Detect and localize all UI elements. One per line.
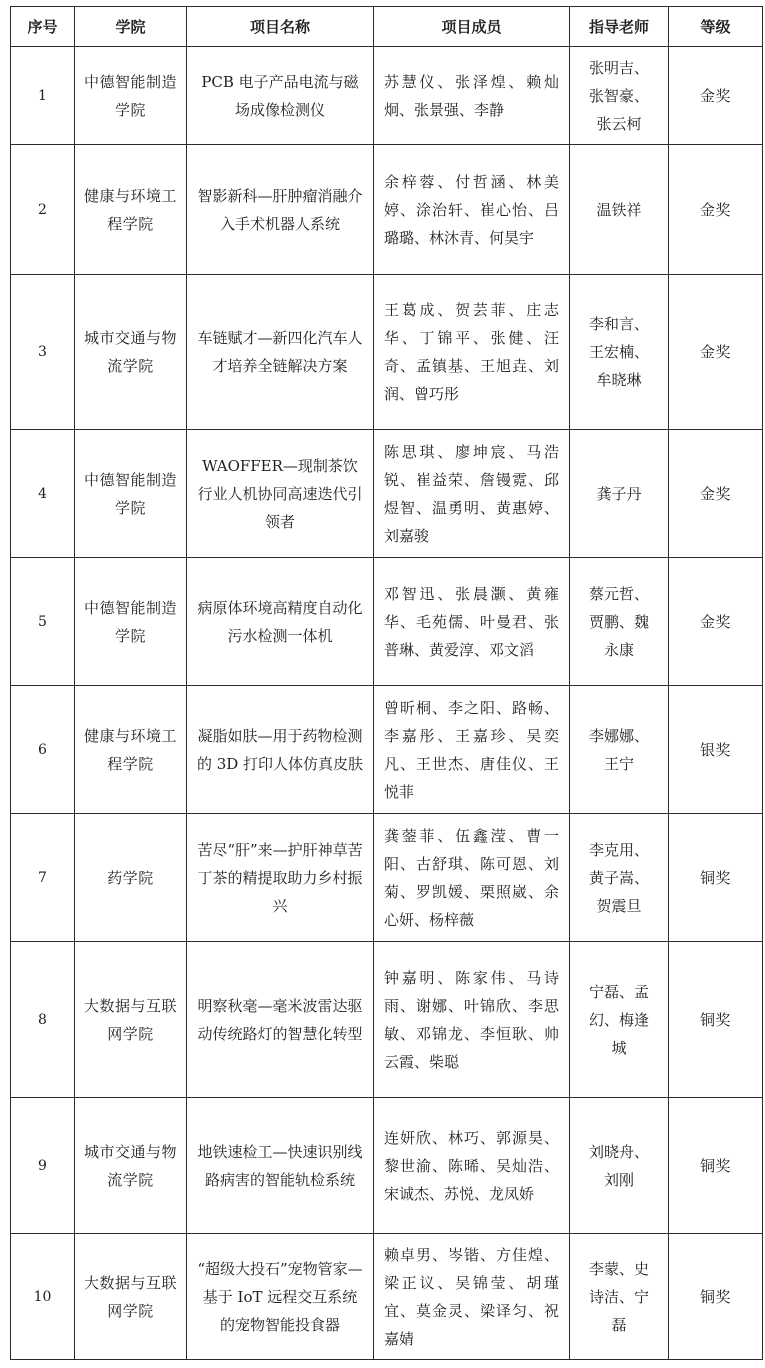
cell-advisor: 李娜娜、王宁 <box>570 686 669 814</box>
table-row <box>11 686 763 814</box>
cell-college: 城市交通与物流学院 <box>75 1098 187 1234</box>
table-row <box>11 145 763 275</box>
cell-level: 铜奖 <box>669 1234 763 1360</box>
cell-project: 病原体环境高精度自动化污水检测一体机 <box>187 558 374 686</box>
cell-index: 3 <box>11 275 75 430</box>
table-row <box>11 1234 763 1360</box>
cell-project: 地铁速检工—快速识别线路病害的智能轨检系统 <box>187 1098 374 1234</box>
cell-level: 金奖 <box>669 558 763 686</box>
cell-level: 银奖 <box>669 686 763 814</box>
cell-members: 陈思琪、廖坤宸、马浩锐、崔益荣、詹镘霓、邱煜智、温勇明、黄惠婷、刘嘉骏 <box>374 430 570 558</box>
cell-college: 中德智能制造学院 <box>75 47 187 145</box>
award-table <box>10 6 763 1360</box>
cell-members: 邓智迅、张晨灏、黄雍华、毛苑儒、叶曼君、张普琳、黄爱淳、邓文滔 <box>374 558 570 686</box>
cell-project: “超级大投石”宠物管家—基于 IoT 远程交互系统的宠物智能投食器 <box>187 1234 374 1360</box>
cell-project: WAOFFER—现制茶饮行业人机协同高速迭代引领者 <box>187 430 374 558</box>
table-row <box>11 47 763 145</box>
cell-index: 9 <box>11 1098 75 1234</box>
header-project: 项目名称 <box>187 7 374 47</box>
cell-advisor: 张明吉、张智豪、张云柯 <box>570 47 669 145</box>
cell-project: PCB 电子产品电流与磁场成像检测仪 <box>187 47 374 145</box>
cell-level: 铜奖 <box>669 942 763 1098</box>
cell-level: 金奖 <box>669 47 763 145</box>
cell-project: 明察秋毫—毫米波雷达驱动传统路灯的智慧化转型 <box>187 942 374 1098</box>
header-college: 学院 <box>75 7 187 47</box>
cell-level: 金奖 <box>669 145 763 275</box>
cell-college: 健康与环境工程学院 <box>75 145 187 275</box>
cell-index: 5 <box>11 558 75 686</box>
cell-members: 余梓蓉、付哲涵、林美婷、涂治轩、崔心怡、吕璐璐、林沐青、何昊宇 <box>374 145 570 275</box>
cell-college: 城市交通与物流学院 <box>75 275 187 430</box>
table-row <box>11 814 763 942</box>
cell-college: 中德智能制造学院 <box>75 430 187 558</box>
cell-members: 王葛成、贺芸菲、庄志华、丁锦平、张健、汪奇、孟镇基、王旭垚、刘润、曾巧彤 <box>374 275 570 430</box>
cell-index: 10 <box>11 1234 75 1360</box>
table-row <box>11 275 763 430</box>
cell-advisor: 宁磊、孟幻、梅逢城 <box>570 942 669 1098</box>
cell-members: 连妍欣、林巧、郭源昊、黎世渝、陈晞、吴灿浩、宋诚杰、苏悦、龙凤娇 <box>374 1098 570 1234</box>
cell-advisor: 蔡元哲、贾鹏、魏永康 <box>570 558 669 686</box>
cell-project: 车链赋才—新四化汽车人才培养全链解决方案 <box>187 275 374 430</box>
header-members: 项目成员 <box>374 7 570 47</box>
table-row <box>11 942 763 1098</box>
cell-college: 药学院 <box>75 814 187 942</box>
cell-level: 金奖 <box>669 430 763 558</box>
cell-college: 中德智能制造学院 <box>75 558 187 686</box>
cell-level: 铜奖 <box>669 1098 763 1234</box>
cell-project: 智影新科—肝肿瘤消融介入手术机器人系统 <box>187 145 374 275</box>
cell-members: 苏慧仪、张泽煌、赖灿炯、张景强、李静 <box>374 47 570 145</box>
cell-members: 曾昕桐、李之阳、路畅、李嘉彤、王嘉珍、吴奕凡、王世杰、唐佳仪、王悦菲 <box>374 686 570 814</box>
cell-members: 赖卓男、岑锴、方佳煌、梁正议、吴锦莹、胡瑾宜、莫金灵、梁译匀、祝嘉婧 <box>374 1234 570 1360</box>
table-header-row <box>11 7 763 47</box>
cell-members: 龚蓥菲、伍鑫滢、曹一阳、古舒琪、陈可恩、刘菊、罗凯媛、栗照崴、余心妍、杨梓薇 <box>374 814 570 942</box>
cell-index: 8 <box>11 942 75 1098</box>
cell-advisor: 龚子丹 <box>570 430 669 558</box>
cell-advisor: 刘晓舟、刘刚 <box>570 1098 669 1234</box>
table-row <box>11 558 763 686</box>
cell-project: 苦尽“肝”来—护肝神草苦丁茶的精提取助力乡村振兴 <box>187 814 374 942</box>
table-row <box>11 430 763 558</box>
cell-level: 金奖 <box>669 275 763 430</box>
cell-index: 1 <box>11 47 75 145</box>
cell-advisor: 李蒙、史诗洁、宁磊 <box>570 1234 669 1360</box>
cell-level: 铜奖 <box>669 814 763 942</box>
cell-college: 大数据与互联网学院 <box>75 942 187 1098</box>
cell-college: 健康与环境工程学院 <box>75 686 187 814</box>
cell-advisor: 温铁祥 <box>570 145 669 275</box>
cell-project: 凝脂如肤—用于药物检测的 3D 打印人体仿真皮肤 <box>187 686 374 814</box>
cell-index: 6 <box>11 686 75 814</box>
cell-index: 4 <box>11 430 75 558</box>
cell-index: 7 <box>11 814 75 942</box>
cell-advisor: 李和言、王宏楠、牟晓琳 <box>570 275 669 430</box>
cell-members: 钟嘉明、陈家伟、马诗雨、谢娜、叶锦欣、李思敏、邓锦龙、李恒耿、帅云霞、柴聪 <box>374 942 570 1098</box>
header-index: 序号 <box>11 7 75 47</box>
table-row <box>11 1098 763 1234</box>
cell-college: 大数据与互联网学院 <box>75 1234 187 1360</box>
header-level: 等级 <box>669 7 763 47</box>
cell-index: 2 <box>11 145 75 275</box>
cell-advisor: 李克用、黄子嵩、贺震旦 <box>570 814 669 942</box>
header-advisor: 指导老师 <box>570 7 669 47</box>
table-body <box>11 47 763 1360</box>
